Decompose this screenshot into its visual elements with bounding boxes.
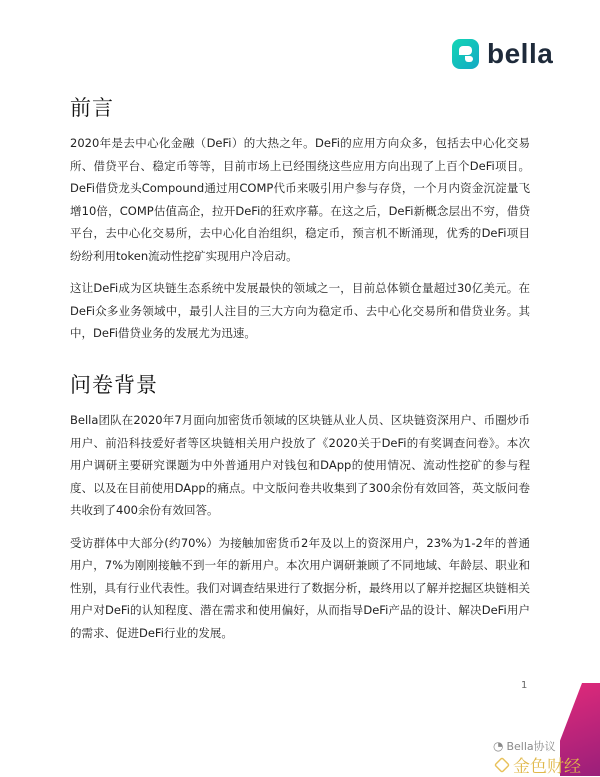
wechat-account-label: Bella协议 bbox=[506, 740, 556, 753]
watermark-text: 金色财经 bbox=[513, 757, 581, 777]
page-number: 1 bbox=[521, 680, 528, 691]
preface-title: 前言 bbox=[70, 96, 114, 120]
preface-paragraph-1: 2020年是去中心化金融（DeFi）的大热之年。DeFi的应用方向众多，包括去中心化交易所、借贷平台、稳定币等等，目前市场上已经围绕这些应用方向出现了上百个DeFi项目。DeFi借贷龙头Compound通过用COMP代币来吸引用户参与存贷，一个月内资金沉淀量飞增10倍，COMP估值高企，拉开DeFi的狂欢序幕。在这之后，DeFi新概念层出不穷，借贷平台，去中心化交易所，去中心化自治组织，稳定币，预言机不断涌现，优秀的DeFi项目纷纷利用token流动性挖矿实现用户冷启动。 bbox=[70, 136, 530, 263]
background-paragraph-1: Bella团队在2020年7月面向加密货币领域的区块链从业人员、区块链资深用户、币圈炒币用户、前沿科技爱好者等区块链相关用户投放了《2020关于DeFi的有奖调查问卷》。本次用户调研主要研究课题为中外普通用户对钱包和DApp的使用情况、流动性挖矿的参与程度、以及在目前使用DApp的痛点。中文版问卷共收集到了300余份有效回答，英文版问卷共收到了400余份有效回答。 bbox=[70, 413, 530, 517]
brand-logo bbox=[452, 38, 553, 70]
bella-logo-icon bbox=[452, 39, 479, 69]
preface-paragraph-2: 这让DeFi成为区块链生态系统中发展最快的领域之一，目前总体锁仓量超过30亿美元。在DeFi众多业务领域中，最引人注目的三大方向为稳定币、去中心化交易所和借贷业务。其中，DeFi借贷业务的发展尤为迅速。 bbox=[70, 281, 530, 340]
background-title: 问卷背景 bbox=[70, 373, 158, 397]
watermark bbox=[494, 752, 581, 777]
preface-section bbox=[70, 92, 530, 355]
background-section bbox=[70, 369, 530, 654]
watermark-logo-icon bbox=[494, 757, 510, 773]
background-paragraph-2: 受访群体中大部分(约70%）为接触加密货币2年及以上的资深用户，23%为1-2年的普通用户，7%为刚刚接触不到一年的新用户。本次用户调研兼顾了不同地域、年龄层、职业和性别，具有行业代表性。我们对调查结果进行了数据分析，最终用以了解并挖掘区块链相关用户对DeFi的认知程度、潜在需求和使用偏好，从而指导DeFi产品的设计、解决DeFi用户的需求、促进DeFi行业的发展。 bbox=[70, 535, 530, 640]
wechat-icon: ◔ bbox=[493, 739, 504, 753]
brand-name: bella bbox=[487, 38, 554, 69]
